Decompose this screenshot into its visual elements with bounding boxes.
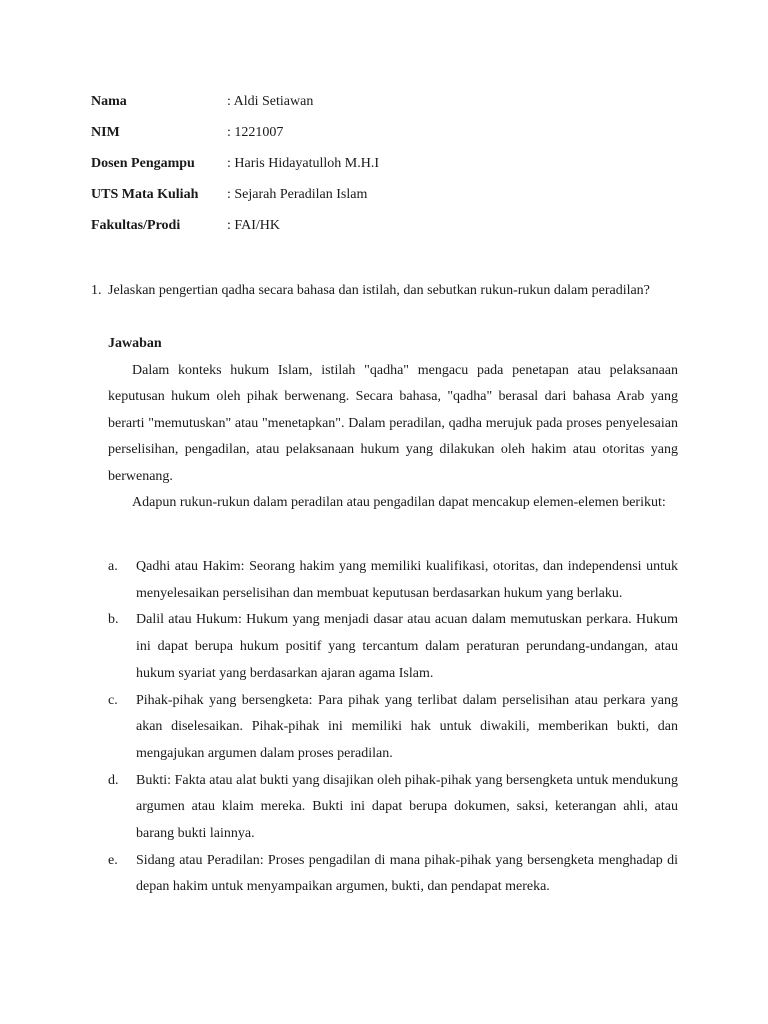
- student-info: [91, 92, 379, 247]
- list-item: [108, 688, 678, 768]
- info-label: Nama: [91, 94, 127, 109]
- list-item-text: Dalil atau Hukum: Hukum yang menjadi dasar atau acuan dalam memutuskan perkara. Hukum ini dapat berupa hukum positif yang tercantum dalam peraturan perundang-undangan, atau hukum syariat yang berdasarkan ajaran agama Islam.: [136, 612, 678, 681]
- question-text: Jelaskan pengertian qadha secara bahasa dan istilah, dan sebutkan rukun-rukun dalam peradilan?: [108, 283, 650, 298]
- list-item-text: Bukti: Fakta atau alat bukti yang disajikan oleh pihak-pihak yang bersengketa untuk mendukung argumen atau klaim mereka. Bukti ini dapat berupa dokumen, saksi, keterangan ahli, atau barang bukti lainnya.: [136, 772, 678, 842]
- info-value: : Sejarah Peradilan Islam: [227, 187, 368, 202]
- list-item: [108, 768, 678, 848]
- list-item: [108, 607, 678, 687]
- answer-paragraph: Adapun rukun-rukun dalam peradilan atau pengadilan dapat mencakup elemen-elemen berikut:: [132, 495, 666, 510]
- info-label: NIM: [91, 125, 120, 140]
- list-item: [108, 554, 678, 607]
- info-row-mata-kuliah: [91, 185, 379, 216]
- question-number: 1.: [91, 283, 102, 298]
- list-marker: c.: [108, 692, 118, 708]
- info-value: : Haris Hidayatulloh M.H.I: [227, 156, 380, 171]
- list-item-text: Qadhi atau Hakim: Seorang hakim yang memiliki kualifikasi, otoritas, dan independensi untuk menyelesaikan perselisihan dan membuat keputusan berdasarkan hukum yang berlaku.: [136, 559, 678, 601]
- answer-block: [108, 331, 678, 517]
- list-marker: e.: [108, 852, 118, 868]
- info-label: UTS Mata Kuliah: [91, 187, 199, 202]
- info-label: Dosen Pengampu: [91, 156, 195, 171]
- list-item-text: Pihak-pihak yang bersengketa: Para pihak yang terlibat dalam perselisihan atau perkara yang akan diselesaikan. Pihak-pihak ini memiliki hak untuk diwakili, memberikan bukti, dan mengajukan argumen dalam proses peradilan.: [136, 692, 678, 761]
- answer-heading: Jawaban: [108, 336, 162, 351]
- rukun-list: [108, 554, 678, 901]
- info-row-dosen: [91, 154, 379, 185]
- info-value: : Aldi Setiawan: [227, 94, 314, 109]
- list-marker: b.: [108, 612, 119, 628]
- info-label: Fakultas/Prodi: [91, 218, 181, 233]
- list-item-text: Sidang atau Peradilan: Proses pengadilan di mana pihak-pihak yang bersengketa menghadap di depan hakim untuk menyampaikan argumen, bukti, dan pendapat mereka.: [136, 852, 678, 895]
- info-value: : 1221007: [227, 125, 284, 140]
- list-item: [108, 848, 678, 901]
- list-marker: d.: [108, 772, 119, 788]
- info-row-fakultas: [91, 216, 379, 247]
- info-value: : FAI/HK: [227, 218, 281, 233]
- info-row-nim: [91, 123, 379, 154]
- info-row-nama: [91, 92, 379, 123]
- question-1: [91, 277, 678, 304]
- list-marker: a.: [108, 559, 118, 574]
- answer-paragraph: Dalam konteks hukum Islam, istilah "qadha" mengacu pada penetapan atau pelaksanaan keputusan hukum oleh pihak berwenang. Secara bahasa, "qadha" berasal dari bahasa Arab yang berarti "memutuskan" atau "menetapkan". Dalam peradilan, qadha merujuk pada proses penyelesaian perselisihan, pengadilan, atau pelaksanaan hukum yang dilakukan oleh hakim atau otoritas yang berwenang.: [108, 362, 678, 484]
